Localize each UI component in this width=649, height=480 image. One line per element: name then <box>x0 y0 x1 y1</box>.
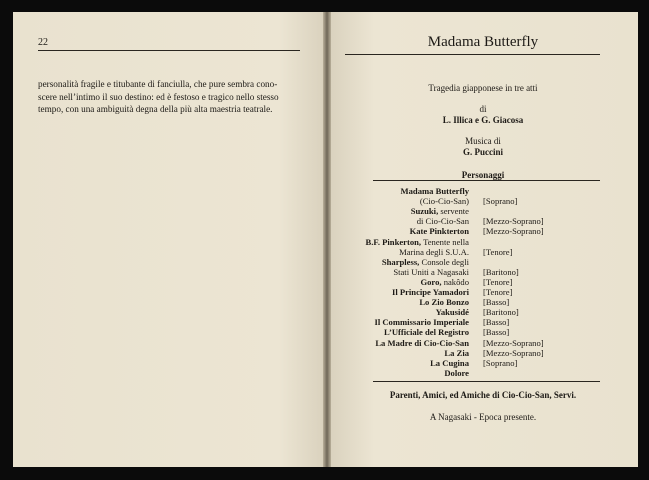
voice-type: [Mezzo-Soprano] <box>483 337 544 348</box>
role-name: Dolore <box>444 367 469 378</box>
role-name: La Zia <box>444 347 469 358</box>
paragraph-line: tempo, con una ambiguità degna della più alta maestria teatrale. <box>38 104 273 114</box>
role-name: Kate Pinkterton <box>409 226 469 237</box>
librettists: L. Illica e G. Giacosa <box>442 115 524 125</box>
voice-type: [Mezzo-Soprano] <box>483 347 544 358</box>
composer: G. Puccini <box>463 147 503 157</box>
role-description: Console degli <box>419 256 469 267</box>
voice-type: [Baritono] <box>483 266 519 277</box>
role-name: B.F. Pinkerton, <box>365 236 422 247</box>
paragraph-line: scere nell’intimo il suo destino: ed è festoso e tragico nello stesso <box>38 91 279 102</box>
cast-role <box>419 297 469 307</box>
cast-role <box>382 257 469 267</box>
cast-role <box>399 247 469 257</box>
role-description: Tenente nella <box>421 236 469 247</box>
role-name: La Madre di Cio-Cio-San <box>375 337 469 348</box>
role-name: Goro, <box>420 276 442 287</box>
cast-role <box>420 196 469 206</box>
page-number: 22 <box>38 37 48 48</box>
voice-type: [Baritono] <box>483 307 519 318</box>
voice-type: [Soprano] <box>483 357 518 368</box>
voice-type: [Mezzo-Soprano] <box>483 216 544 227</box>
role-description: di Cio-Cio-San <box>416 216 469 227</box>
cast-role <box>444 368 469 378</box>
music-by-label: Musica di <box>465 136 501 146</box>
voice-type: [Basso] <box>483 327 510 338</box>
cast-role <box>436 307 469 317</box>
body-paragraph <box>38 78 306 116</box>
by-label: di <box>479 104 487 114</box>
cast-role <box>366 237 469 247</box>
cast-role <box>392 287 469 297</box>
cast-bottom-rule <box>373 381 600 382</box>
role-name: La Cugina <box>430 357 469 368</box>
personaggi-rule <box>373 180 600 181</box>
role-name: L’Ufficiale del Registro <box>384 327 469 338</box>
role-name: Madama Butterfly <box>400 186 469 196</box>
voice-type: [Mezzo-Soprano] <box>483 226 544 237</box>
cast-role <box>401 186 470 196</box>
role-description: Marina degli S.U.A. <box>399 246 469 257</box>
header-rule-left <box>38 50 300 51</box>
role-name: Lo Zio Bonzo <box>419 297 469 308</box>
cast-role <box>430 358 469 368</box>
voice-type: [Basso] <box>483 297 510 308</box>
voice-type: [Tenore] <box>483 246 513 257</box>
setting-line: A Nagasaki - Epoca presente. <box>429 412 537 422</box>
role-description: servente <box>438 206 469 217</box>
cast-role <box>444 348 469 358</box>
role-name: Suzuki, <box>410 206 439 217</box>
role-name: Il Principe Yamadori <box>391 287 469 297</box>
cast-role <box>411 206 469 216</box>
chorus-line: Parenti, Amici, ed Amiche di Cio-Cio-San, Servi. <box>389 390 577 400</box>
personaggi-heading: Personaggi <box>461 170 505 180</box>
cast-role <box>420 277 469 287</box>
subtitle: Tragedia giapponese in tre atti <box>428 83 538 93</box>
paragraph-line: personalità fragile e titubante di fanciulla, che pure sembra cono- <box>38 79 278 89</box>
role-description: (Cio-Cio-San) <box>419 196 469 207</box>
role-name: Yakusidé <box>435 307 469 318</box>
voice-type: [Tenore] <box>483 287 513 297</box>
role-description: nakôdo <box>441 276 469 287</box>
cast-role <box>410 226 469 236</box>
cast-role <box>417 216 469 226</box>
role-description: Stati Uniti a Nagasaki <box>393 266 469 277</box>
cast-role <box>393 267 469 277</box>
role-name: Il Commissario Imperiale <box>374 317 469 328</box>
voice-type: [Tenore] <box>483 276 513 287</box>
voice-type: [Basso] <box>483 317 510 328</box>
cast-role <box>384 327 469 337</box>
cast-role <box>375 338 469 348</box>
cast-role <box>374 317 469 327</box>
page-title: Madama Butterfly <box>427 34 539 50</box>
role-name: Sharpless, <box>381 256 420 267</box>
voice-type: [Soprano] <box>483 196 518 207</box>
header-rule-right <box>345 54 600 55</box>
